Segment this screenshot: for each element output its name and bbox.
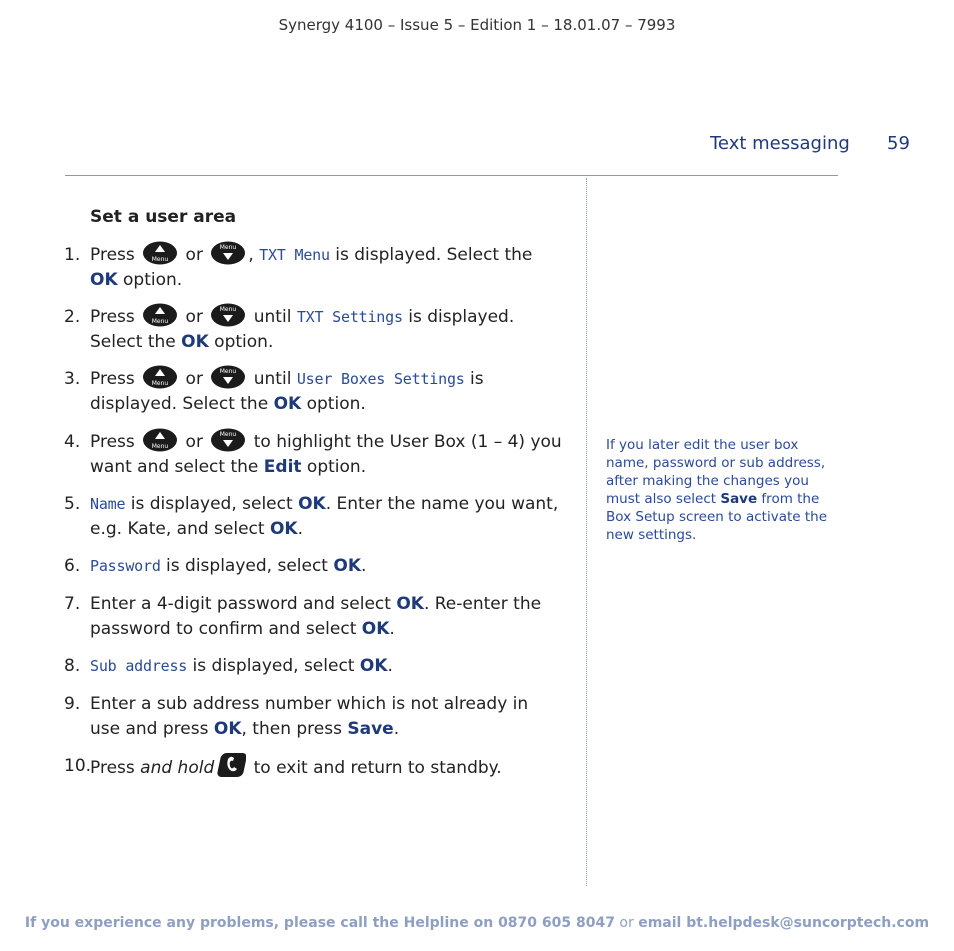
display-text: Password xyxy=(90,557,161,575)
ok-option: OK xyxy=(273,394,302,414)
svg-text:Menu: Menu xyxy=(151,318,169,325)
menu-up-key-icon xyxy=(142,428,178,452)
sidebar-note: If you later edit the user box name, password or sub address, after making the changes you must also select Save from the Box Setup screen to activate the new settings. xyxy=(606,437,828,543)
menu-down-key-icon xyxy=(210,365,246,389)
ok-option: OK xyxy=(396,594,424,614)
step-text: Press Menu or Menu to highlight the User Box (1 – 4) you want and select the Edit option. xyxy=(90,430,562,480)
ok-option: OK xyxy=(333,556,362,576)
step-text: Enter a sub address number which is not already in use and press OK, then press Save. xyxy=(90,694,529,739)
display-text: Sub address xyxy=(90,657,188,675)
step-number: 7. xyxy=(64,594,81,614)
menu-down-key-icon xyxy=(210,428,246,452)
section-heading: Set a user area xyxy=(90,207,237,227)
step-number: 6. xyxy=(64,556,81,576)
helpline-phone: 0870 605 8047 xyxy=(498,915,615,931)
step-text: Press Menu or Menu until TXT Settings is displayed. Select the OK option. xyxy=(90,305,562,355)
step-number: 9. xyxy=(64,694,81,714)
ok-option: OK xyxy=(90,270,118,290)
menu-down-key-icon xyxy=(210,241,246,265)
ok-option: OK xyxy=(359,656,388,676)
menu-up-key-icon xyxy=(142,241,178,265)
save-option: Save xyxy=(720,491,758,507)
svg-text:Menu: Menu xyxy=(220,306,237,313)
step-text: Password is displayed, select OK. xyxy=(90,556,367,576)
svg-text:Menu: Menu xyxy=(151,256,169,263)
step-text: Press Menu or Menu until User Boxes Settings is displayed. Select the OK option. xyxy=(90,367,562,417)
svg-text:Menu: Menu xyxy=(220,244,237,251)
display-text: User Boxes Settings xyxy=(296,370,465,388)
step-text: Press and hold to exit and return to standby. xyxy=(90,754,562,782)
step-number: 5. xyxy=(64,494,81,514)
header-rule xyxy=(65,175,838,176)
end-call-handset-icon xyxy=(216,751,246,779)
page-number: 59 xyxy=(887,133,910,154)
ok-option: OK xyxy=(298,494,326,514)
menu-up-key-icon xyxy=(142,303,178,327)
svg-text:Menu: Menu xyxy=(220,431,237,438)
menu-down-key-icon xyxy=(210,303,246,327)
ok-option: OK xyxy=(181,332,209,352)
menu-up-key-icon xyxy=(142,365,178,389)
step-number: 1. xyxy=(64,245,81,265)
svg-text:Menu: Menu xyxy=(151,380,169,387)
svg-text:Menu: Menu xyxy=(151,443,169,450)
step-number: 4. xyxy=(64,432,81,452)
step-number: 8. xyxy=(64,656,81,676)
step-text: Sub address is displayed, select OK. xyxy=(90,656,393,676)
step-text: Press Menu or Menu , TXT Menu is displayed. Select the OK option. xyxy=(90,243,562,293)
document-id: Synergy 4100 – Issue 5 – Edition 1 – 18.01.07 – 7993 xyxy=(278,16,676,34)
step-number: 3. xyxy=(64,369,81,389)
step-text: Name is displayed, select OK. Enter the name you want, e.g. Kate, and select OK. xyxy=(90,494,559,539)
save-option: Save xyxy=(347,719,394,739)
ok-option: OK xyxy=(361,619,390,639)
step-text: Enter a 4-digit password and select OK. Re-enter the password to confirm and select OK. xyxy=(90,594,542,639)
section-title: Text messaging xyxy=(710,133,850,154)
step-number: 10. xyxy=(64,756,92,776)
display-text: TXT Menu xyxy=(259,246,330,264)
ok-option: OK xyxy=(269,519,298,539)
svg-text:Menu: Menu xyxy=(220,368,237,375)
ok-option: OK xyxy=(213,719,242,739)
helpdesk-email: email bt.helpdesk@suncorptech.com xyxy=(638,915,930,931)
display-text: TXT Settings xyxy=(296,308,403,326)
display-text: Name xyxy=(90,495,126,513)
footer-helpline: If you experience any problems, please call the Helpline on 0870 605 8047 or email bt.helpdesk@suncorptech.com xyxy=(24,915,930,931)
edit-option: Edit xyxy=(263,457,302,477)
step-number: 2. xyxy=(64,307,81,327)
column-divider xyxy=(586,178,587,886)
